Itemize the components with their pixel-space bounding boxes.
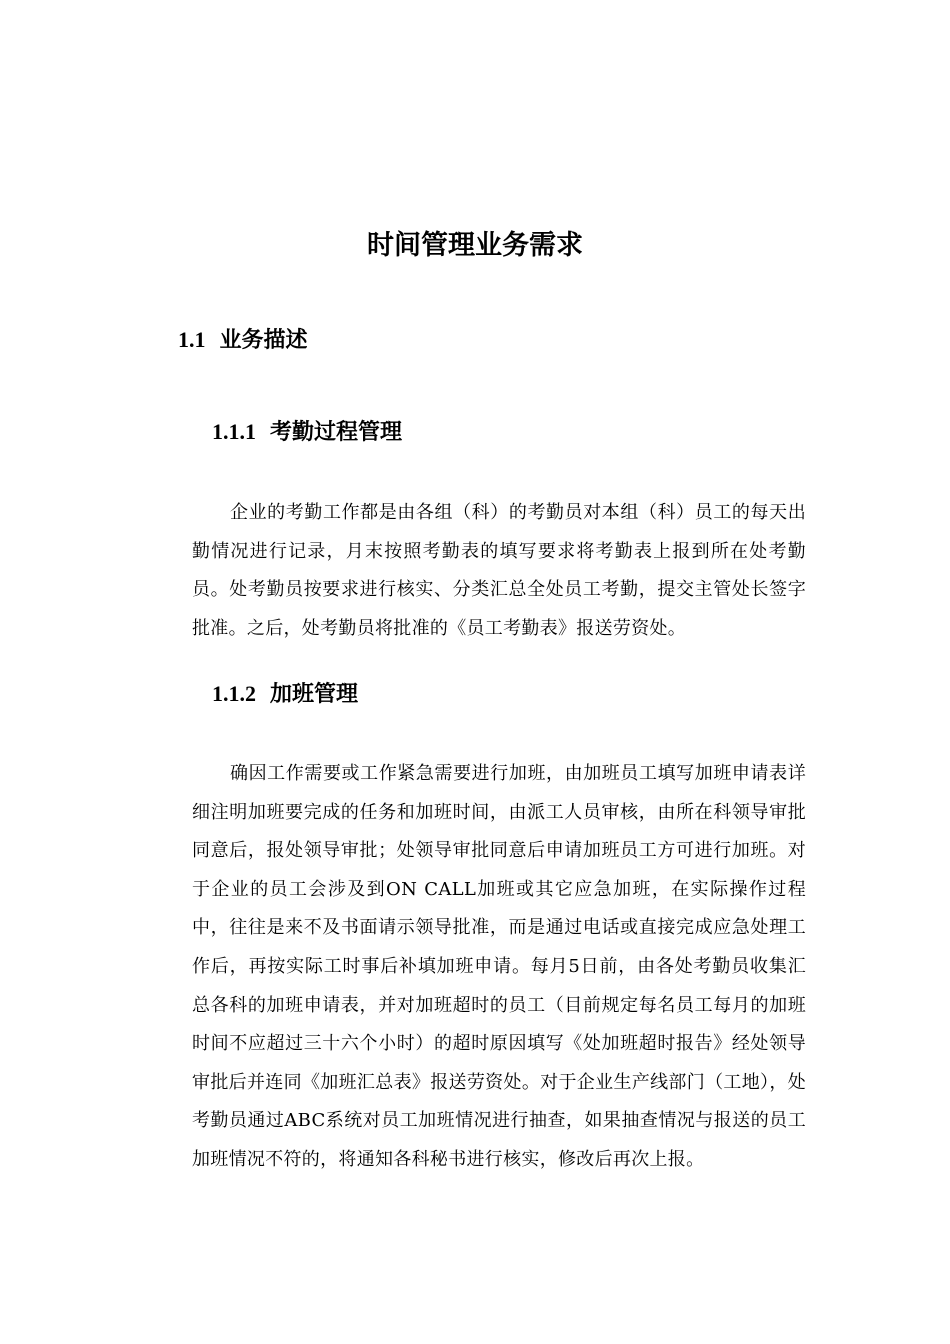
paragraph-attendance: 企业的考勤工作都是由各组（科）的考勤员对本组（科）员工的每天出勤情况进行记录，月末按照考勤表的填写要求将考勤表上报到所在处考勤员。处考勤员按要求进行核实、分类汇总全处员工考勤，提交主管处长签字批准。之后，处考勤员将批准的《员工考勤表》报送劳资处。: [192, 502, 806, 639]
document-title: 时间管理业务需求: [367, 230, 583, 261]
subsection-number: 1.1.1: [212, 419, 256, 444]
section-title: 业务描述: [219, 328, 308, 353]
subsection-title: 考勤过程管理: [270, 420, 403, 445]
subsection-heading-attendance: [212, 414, 402, 451]
subsection-title: 加班管理: [270, 682, 359, 707]
subsection-heading-overtime: [212, 676, 358, 713]
subsection-number: 1.1.2: [212, 681, 256, 706]
section-number: 1.1: [178, 327, 206, 352]
paragraph-overtime: 确因工作需要或工作紧急需要进行加班，由加班员工填写加班申请表详细注明加班要完成的任务和加班时间，由派工人员审核，由所在科领导审批同意后，报处领导审批；处领导审批同意后申请加班员工方可进行加班。对于企业的员工会涉及到ON CALL加班或其它应急加班，在实际操作过程中，往往是来不及书面请示领导批准，而是通过电话或直接完成应急处理工作后，再按实际工时事后补填加班申请。每月5日前，由各处考勤员收集汇总各科的加班申请表，并对加班超时的员工（目前规定每名员工每月的加班时间不应超过三十六个小时）的超时原因填写《处加班超时报告》经处领导审批后并连同《加班汇总表》报送劳资处。对于企业生产线部门（工地），处考勤员通过ABC系统对员工加班情况进行抽查，如果抽查情况与报送的员工加班情况不符的，将通知各科秘书进行核实，修改后再次上报。: [192, 763, 806, 1170]
section-heading: [178, 322, 308, 359]
